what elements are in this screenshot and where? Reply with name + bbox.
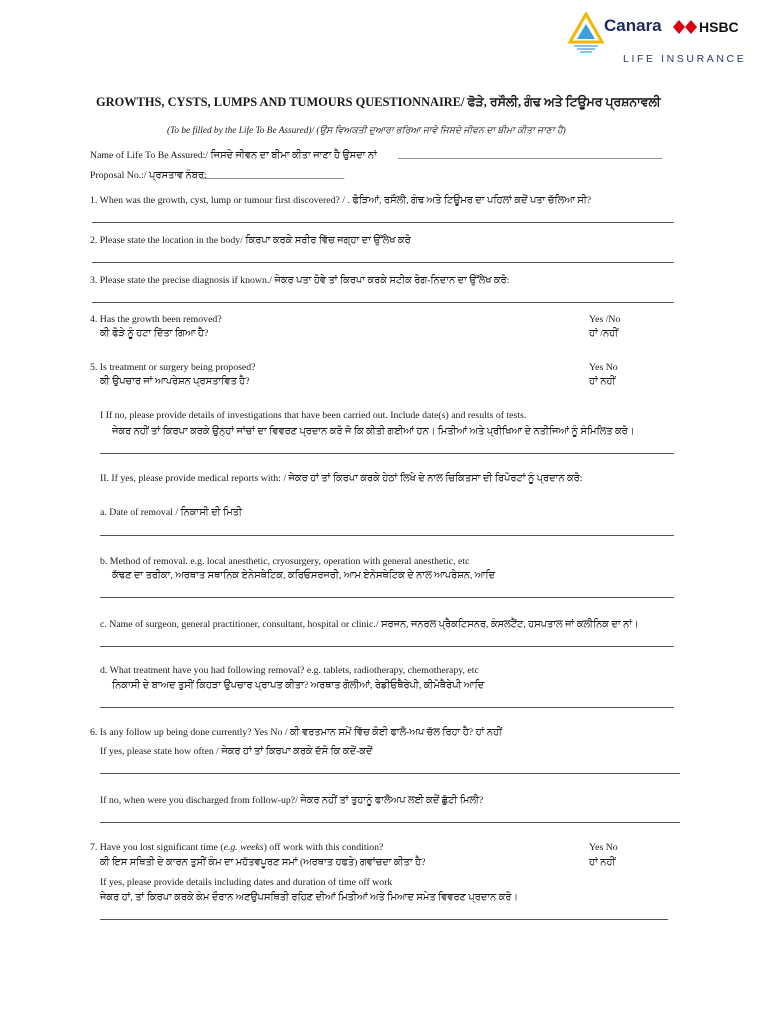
question-5: 5. Is treatment or surgery being proposed? [90,362,256,373]
question-4-punjabi: ਕੀ ਫੋੜੇ ਨੂੰ ਹਟਾ ਦਿੱਤਾ ਗਿਆ ਹੈ? [100,328,209,339]
brand-tagline: LIFE INSURANCE [623,53,747,65]
question-6: 6. Is any follow up being done currently? Yes No / ਕੀ ਵਰਤਮਾਨ ਸਮੇਂ ਵਿੱਚ ਕੋਈ ਫਾਲੋ-ਅਪ ਚੱਲ ਰਿਹਾ ਹੈ? ਹਾਂ ਨਹੀਂ [90,727,502,738]
brand-canara: Canara [604,16,662,35]
item-a: a. Date of removal / ਨਿਕਾਸੀ ਦੀ ਮਿਤੀ [100,507,242,518]
proposal-field[interactable]: ________________________________ [203,170,344,181]
question-7-text-end: ) off work with this condition? [263,842,384,853]
answer-line-c[interactable] [100,646,674,647]
question-6-no: If no, when were you discharged from follow-up?/ ਜੇਕਰ ਨਹੀਂ ਤਾਂ ਤੁਹਾਨੂੰ ਫਾਲੋਅਪ ਲਈ ਕਦੋਂ ਛੁੱਟੀ ਮਿਲੀ? [100,795,484,806]
hsbc-hexagon-icon [673,20,697,34]
question-7-punjabi: ਕੀ ਇਸ ਸਥਿਤੀ ਦੇ ਕਾਰਨ ਤੁਸੀਂ ਕੰਮ ਦਾ ਮਹੱਤਵਪੂਰਣ ਸਮਾਂ (ਅਰਥਾਤ ਹਫਤੇ) ਗਵਾਂਚਦਾ ਕੀਤਾ ਹੈ? [100,857,426,868]
answer-line-3[interactable] [92,302,674,303]
question-7 [90,842,383,854]
canara-hsbc-logo [566,12,746,67]
answer-line-d[interactable] [100,707,674,708]
question-4: 4. Has the growth been removed? [90,314,222,325]
question-7-yes: If yes, please provide details including dates and duration of time off work [100,877,393,888]
question-5-punjabi: ਕੀ ਉਪਚਾਰ ਜਾਂ ਆਪਰੇਸ਼ਨ ਪ੍ਰਸਤਾਵਿਤ ਹੈ? [100,376,250,387]
question-7-text: 7. Have you lost significant time ( [90,842,224,853]
item-b-punjabi: ਕੱਢਣ ਦਾ ਤਰੀਕਾ, ਅਰਥਾਤ ਸਥਾਨਿਕ ਏਨੇਸਥੇਟਿਕ, ਕਰਿਓਸਰਜਰੀ, ਆਮ ਏਨੇਸਥੇਟਿਕ ਦੇ ਨਾਲ ਆਪਰੇਸ਼ਨ, ਆਦਿ [112,570,496,581]
q7-yes-no-punjabi[interactable]: ਹਾਂ ਨਹੀਂ [589,857,616,868]
q5-yes-no-option[interactable]: Yes No [589,362,618,373]
q5-yes-no-punjabi[interactable]: ਹਾਂ ਨਹੀਂ [589,376,616,387]
answer-line-b[interactable] [100,597,674,598]
page-subtitle: (To be filled by the Life To Be Assured)/ (ਉਸ ਵਿਅਕਤੀ ਦੁਆਰਾ ਭਰਿਆ ਜਾਵੇ ਜਿਸਦੇ ਜੀਵਨ ਦਾ ਬੀਮਾ ਕੀਤਾ ਜਾਣਾ ਹੈ) [167,126,566,136]
page-title: GROWTHS, CYSTS, LUMPS AND TUMOURS QUESTIONNAIRE/ ਫੋੜੇ, ਰਸੌਲੀ, ਗੰਢ ਅਤੇ ਟਿਊਮਰ ਪ੍ਰਸ਼ਨਾਵਲੀ [96,95,661,109]
question-3: 3. Please state the precise diagnosis if known./ ਜੇਕਰ ਪਤਾ ਹੋਵੇ ਤਾਂ ਕਿਰਪਾ ਕਰਕੇ ਸਟੀਕ ਰੋਗ-ਨਿਦਾਨ ਦਾ ਉੱਲੇਖ ਕਰੋ: [90,275,510,286]
proposal-label: Proposal No.:/ ਪ੍ਰਸਤਾਵ ਨੰਬਰ: [90,170,207,181]
section-i-punjabi: ਜੇਕਰ ਨਹੀਂ ਤਾਂ ਕਿਰਪਾ ਕਰਕੇ ਉਨ੍ਹਾਂ ਜਾਂਚਾਂ ਦਾ ਵਿਵਰਣ ਪ੍ਰਦਾਨ ਕਰੋ ਜੋ ਕਿ ਕੀਤੀ ਗਈਆਂ ਹਨ। ਮਿਤੀਆਂ ਅਤੇ ਪ੍ਰੀਖਿਆ ਦੇ ਨਤੀਜਿਆਂ ਨੂੰ ਸੰਮਿਲਿਤ ਕਰੋ। [112,426,635,437]
question-7-yes-punjabi: ਜੇਕਰ ਹਾਂ, ਤਾਂ ਕਿਰਪਾ ਕਰਕੇ ਕੰਮ ਦੌਰਾਨ ਅਣਉਪਸਥਿਤੀ ਰਹਿਣ ਦੀਆਂ ਮਿਤੀਆਂ ਅਤੇ ਮਿਆਦ ਸਮੇਤ ਵਿਵਰਣ ਪ੍ਰਦਾਨ ਕਰੋ। [100,892,518,903]
item-c: c. Name of surgeon, general practitioner, consultant, hospital or clinic./ ਸਰਜਨ, ਜਨਰਲ ਪ੍ਰੈਕਟਿਸਨਰ, ਕੰਸਲਟੈਂਟ, ਹਸਪਤਾਲ ਜਾਂ ਕਲੀਨਿਕ ਦਾ ਨਾਂ। [100,619,639,630]
item-b: b. Method of removal. e.g. local anesthetic, cryosurgery, operation with general anesthetic, etc [100,556,470,567]
q7-yes-no-option[interactable]: Yes No [589,842,618,853]
answer-line-1[interactable] [92,222,674,223]
question-6-yes: If yes, please state how often / ਜੇਕਰ ਹਾਂ ਤਾਂ ਕਿਰਪਾ ਕਰਕੇ ਦੱਸੋ ਕਿ ਕਦੋਂ-ਕਦੋਂ [100,746,373,757]
q4-yes-no-option[interactable]: Yes /No [589,314,621,325]
brand-hsbc: HSBC [699,19,739,35]
q4-yes-no-punjabi[interactable]: ਹਾਂ /ਨਹੀਂ [589,328,619,339]
canara-triangle-icon [566,12,606,54]
section-ii: II. If yes, please provide medical reports with: / ਜੇਕਰ ਹਾਂ ਤਾਂ ਕਿਰਪਾ ਕਰਕੇ ਹੇਠਾਂ ਲਿਖੇ ਦੇ ਨਾਲ ਚਿਕਿਤਸਾ ਦੀ ਰਿਪੋਰਟਾਂ ਨੂੰ ਪ੍ਰਦਾਨ ਕਰੋ: [100,473,583,484]
answer-line-2[interactable] [92,262,674,263]
answer-line-7[interactable] [100,919,668,920]
section-i: I If no, please provide details of investigations that have been carried out. Include date(s) and results of tests. [100,410,527,421]
answer-line-6-yes[interactable] [100,773,680,774]
name-field[interactable]: ____________________________________________________________ [398,150,662,161]
name-label: Name of Life To Be Assured:/ ਜਿਸਦੇ ਜੀਵਨ ਦਾ ਬੀਮਾ ਕੀਤਾ ਜਾਣਾ ਹੈ ਉਸਦਾ ਨਾਂ [90,150,377,161]
question-2: 2. Please state the location in the body/ ਕਿਰਪਾ ਕਰਕੇ ਸਰੀਰ ਵਿੱਚ ਜਗ੍ਹਾ ਦਾ ਉੱਲੇਖ ਕਰੋ [90,235,411,246]
item-d: d. What treatment have you had following removal? e.g. tablets, radiotherapy, chemotherapy, etc [100,665,479,676]
answer-line-a[interactable] [100,535,674,536]
question-1: 1. When was the growth, cyst, lump or tumour first discovered? / . ਫੋੜਿਆਂ, ਰਸੌਲੀ, ਗੰਢ ਅਤੇ ਟਿਊਮਰ ਦਾ ਪਹਿਲਾਂ ਕਦੋਂ ਪਤਾ ਚੱਲਿਆ ਸੀ? [90,195,592,206]
item-d-punjabi: ਨਿਕਾਸੀ ਦੇ ਬਾਅਦ ਤੁਸੀਂ ਕਿਹੜਾ ਉਪਚਾਰ ਪ੍ਰਾਪਤ ਕੀਤਾ? ਅਰਥਾਤ ਗੋਲੀਆਂ, ਰੇਡੀਓਥੈਰੇਪੀ, ਕੀਮੋਥੈਰੇਪੀ ਆਦਿ [112,680,485,691]
answer-line-i[interactable] [100,453,674,454]
question-7-example: e.g. weeks [223,842,264,853]
answer-line-6-no[interactable] [100,822,680,823]
